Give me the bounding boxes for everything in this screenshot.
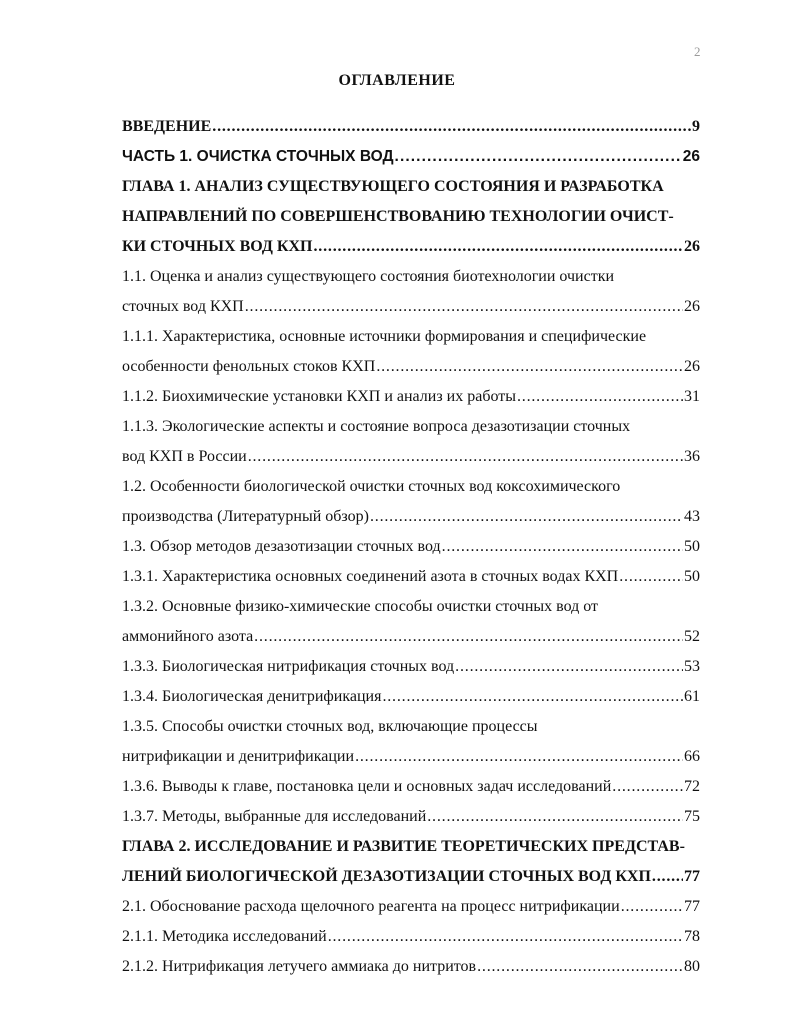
toc-entry-ch1-line2[interactable]: НАПРАВЛЕНИЙ ПО СОВЕРШЕНСТВОВАНИЮ ТЕХНОЛОГИИ ОЧИСТ-	[122, 208, 674, 225]
toc-entry-text: ВВЕДЕНИЕ	[122, 118, 212, 135]
toc-page-number: 78	[684, 928, 700, 945]
toc-entry-text: КИ СТОЧНЫХ ВОД КХП	[122, 238, 313, 255]
dot-leader	[652, 862, 683, 892]
toc-page-number: 77	[684, 898, 700, 915]
dot-leader	[370, 502, 683, 532]
toc-page-number: 36	[684, 448, 700, 465]
dot-leader	[245, 292, 683, 322]
toc-entry-1-3[interactable]	[122, 532, 700, 562]
toc-entry-text: ЧАСТЬ 1. ОЧИСТКА СТОЧНЫХ ВОД	[122, 148, 394, 165]
toc-page-number: 9	[692, 118, 700, 135]
toc-entry-text: 2.1. Обоснование расхода щелочного реагента на процесс нитрификации	[122, 898, 620, 915]
toc-page-number: 26	[684, 358, 700, 375]
page-title: ОГЛАВЛЕНИЕ	[338, 72, 456, 89]
toc-entry-text: 1.3. Обзор методов дезазотизации сточных вод	[122, 538, 441, 555]
toc-entry-1-3-2-line2[interactable]	[122, 622, 700, 652]
dot-leader	[355, 742, 683, 772]
toc-entry-text: ЛЕНИЙ БИОЛОГИЧЕСКОЙ ДЕЗАЗОТИЗАЦИИ СТОЧНЫХ ВОД КХП	[122, 868, 651, 885]
toc-entry-1-3-6[interactable]	[122, 772, 700, 802]
toc-page-number: 26	[684, 298, 700, 315]
toc-entry-1-1-3-line1[interactable]: 1.1.3. Экологические аспекты и состояние вопроса дезазотизации сточных	[122, 418, 631, 435]
toc-entry-1-3-7[interactable]	[122, 802, 700, 832]
toc-entry-1-1-3-line2[interactable]	[122, 442, 700, 472]
toc-entry-1-2-line1[interactable]: 1.2. Особенности биологической очистки сточных вод коксохимического	[122, 478, 621, 495]
dot-leader	[612, 772, 683, 802]
toc-entry-text: вод КХП в России	[122, 448, 247, 465]
dot-leader	[619, 562, 683, 592]
toc-page-number: 52	[684, 628, 700, 645]
toc-page-number: 53	[684, 658, 700, 675]
toc-page-number: 66	[684, 748, 700, 765]
toc-page-number: 77	[684, 868, 700, 885]
toc-entry-ch1-line3[interactable]	[122, 232, 700, 262]
toc-entry-ch2-line2[interactable]	[122, 862, 700, 892]
toc-entry-2-1-2[interactable]	[122, 952, 700, 982]
toc-page-number: 26	[684, 238, 700, 255]
toc-entry-2-1[interactable]	[122, 892, 700, 922]
dot-leader	[254, 622, 683, 652]
dot-leader	[477, 952, 683, 982]
dot-leader	[382, 682, 683, 712]
toc-page-number: 72	[684, 778, 700, 795]
toc-entry-1-3-4[interactable]	[122, 682, 700, 712]
toc-entry-1-1-2[interactable]	[122, 382, 700, 412]
toc-entry-1-3-5-line1[interactable]: 1.3.5. Способы очистки сточных вод, включающие процессы	[122, 718, 538, 735]
toc-entry-ch1-line1[interactable]: ГЛАВА 1. АНАЛИЗ СУЩЕСТВУЮЩЕГО СОСТОЯНИЯ И РАЗРАБОТКА	[122, 178, 664, 195]
toc-entry-2-1-1[interactable]	[122, 922, 700, 952]
dot-leader	[212, 112, 691, 142]
toc-entry-text: 1.3.6. Выводы к главе, постановка цели и основных задач исследований	[122, 778, 612, 795]
toc-entry-1-1-line1[interactable]: 1.1. Оценка и анализ существующего состояния биотехнологии очистки	[122, 268, 615, 285]
toc-page-number: 31	[684, 388, 700, 405]
toc-entry-ch2-line1[interactable]: ГЛАВА 2. ИССЛЕДОВАНИЕ И РАЗВИТИЕ ТЕОРЕТИЧЕСКИХ ПРЕДСТАВ-	[122, 838, 685, 855]
dot-leader	[395, 142, 682, 172]
table-of-contents	[122, 112, 700, 982]
toc-entry-text: нитрификации и денитрификации	[122, 748, 355, 765]
toc-entry-text: особенности фенольных стоков КХП	[122, 358, 376, 375]
toc-entry-text: сточных вод КХП	[122, 298, 244, 315]
toc-entry-text: 1.3.7. Методы, выбранные для исследований	[122, 808, 427, 825]
dot-leader	[248, 442, 683, 472]
toc-entry-1-3-2-line1[interactable]: 1.3.2. Основные физико-химические способы очистки сточных вод от	[122, 598, 599, 615]
toc-entry-text: производства (Литературный обзор)	[122, 508, 369, 525]
dot-leader	[442, 532, 683, 562]
toc-entry-1-1-1-line2[interactable]	[122, 352, 700, 382]
dot-leader	[314, 232, 684, 262]
toc-page-number: 80	[684, 958, 700, 975]
toc-entry-text: аммонийного азота	[122, 628, 254, 645]
toc-entry-text: 1.3.1. Характеристика основных соединений азота в сточных водах КХП	[122, 568, 619, 585]
toc-entry-1-3-5-line2[interactable]	[122, 742, 700, 772]
toc-entry-part1[interactable]	[122, 142, 700, 172]
toc-page-number: 50	[684, 568, 700, 585]
dot-leader	[455, 652, 683, 682]
toc-entry-text: 1.3.3. Биологическая нитрификация сточных вод	[122, 658, 455, 675]
toc-page-number: 26	[682, 148, 700, 165]
toc-entry-text: 1.3.4. Биологическая денитрификация	[122, 688, 382, 705]
dot-leader	[328, 922, 683, 952]
toc-page-number: 50	[684, 538, 700, 555]
toc-entry-1-3-1[interactable]	[122, 562, 700, 592]
dot-leader	[376, 352, 683, 382]
toc-entry-1-2-line2[interactable]	[122, 502, 700, 532]
page-number: 2	[694, 44, 701, 59]
toc-entry-text: 1.1.2. Биохимические установки КХП и анализ их работы	[122, 388, 516, 405]
toc-entry-1-3-3[interactable]	[122, 652, 700, 682]
dot-leader	[621, 892, 683, 922]
toc-page-number: 43	[684, 508, 700, 525]
toc-page-number: 61	[684, 688, 700, 705]
toc-entry-text: 2.1.2. Нитрификация летучего аммиака до нитритов	[122, 958, 477, 975]
toc-entry-intro[interactable]	[122, 112, 700, 142]
dot-leader	[517, 382, 683, 412]
toc-entry-1-1-line2[interactable]	[122, 292, 700, 322]
toc-entry-1-1-1-line1[interactable]: 1.1.1. Характеристика, основные источники формирования и специфические	[122, 328, 647, 345]
toc-page-number: 75	[684, 808, 700, 825]
dot-leader	[427, 802, 683, 832]
toc-entry-text: 2.1.1. Методика исследований	[122, 928, 327, 945]
